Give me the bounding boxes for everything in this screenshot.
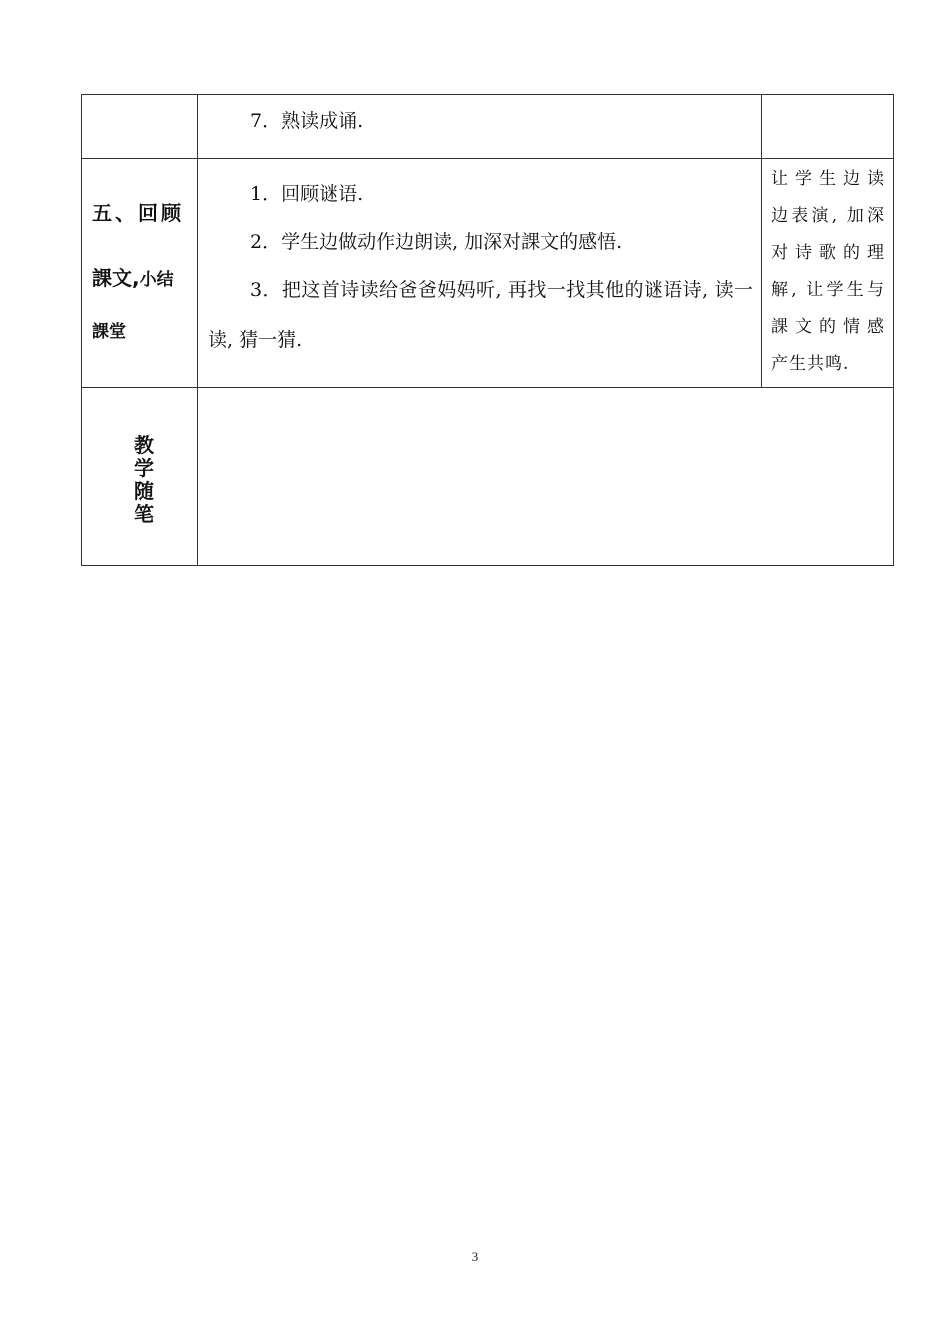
table-row bbox=[82, 95, 894, 159]
note-line: 让学生边读 bbox=[771, 169, 885, 189]
label-cell bbox=[82, 388, 198, 566]
table-row bbox=[82, 388, 894, 566]
note-line: 課文的情感 bbox=[771, 317, 885, 337]
step-item: 3．把这首诗读给爸爸妈妈听, 再找一找其他的谜语诗, 读一读, 猜一猜. bbox=[208, 279, 753, 351]
note-cell bbox=[762, 159, 894, 388]
content-cell bbox=[198, 159, 762, 388]
teaching-note bbox=[762, 159, 893, 383]
note-line: 边表演, 加深 bbox=[771, 206, 885, 226]
stage-subtitle-main: 課文, bbox=[92, 266, 140, 290]
table-row bbox=[82, 159, 894, 388]
page-number: 3 bbox=[471, 1249, 479, 1264]
stage-subtitle-end: 課堂 bbox=[92, 322, 126, 342]
step-item: 7．熟读成诵. bbox=[250, 110, 364, 132]
stage-cell-empty bbox=[82, 95, 198, 159]
note-line: 解, 让学生与 bbox=[771, 280, 885, 300]
note-line: 产生共鸣. bbox=[771, 354, 850, 374]
stage-cell bbox=[82, 159, 198, 388]
lesson-plan-table bbox=[81, 94, 894, 566]
note-line: 对诗歌的理 bbox=[771, 243, 885, 263]
stage-title: 五、回顾 bbox=[92, 201, 184, 225]
teaching-notes-area bbox=[198, 388, 894, 566]
stage-subtitle bbox=[82, 262, 197, 291]
teaching-notes-label: 教学随笔 bbox=[134, 433, 154, 526]
step-item: 1．回顾谜语. bbox=[250, 183, 364, 205]
step-item: 2．学生边做动作边朗读, 加深对課文的感悟. bbox=[250, 231, 623, 253]
note-cell-empty bbox=[762, 95, 894, 159]
content-cell bbox=[198, 95, 762, 159]
stage-subtitle-small: 小结 bbox=[139, 270, 174, 290]
